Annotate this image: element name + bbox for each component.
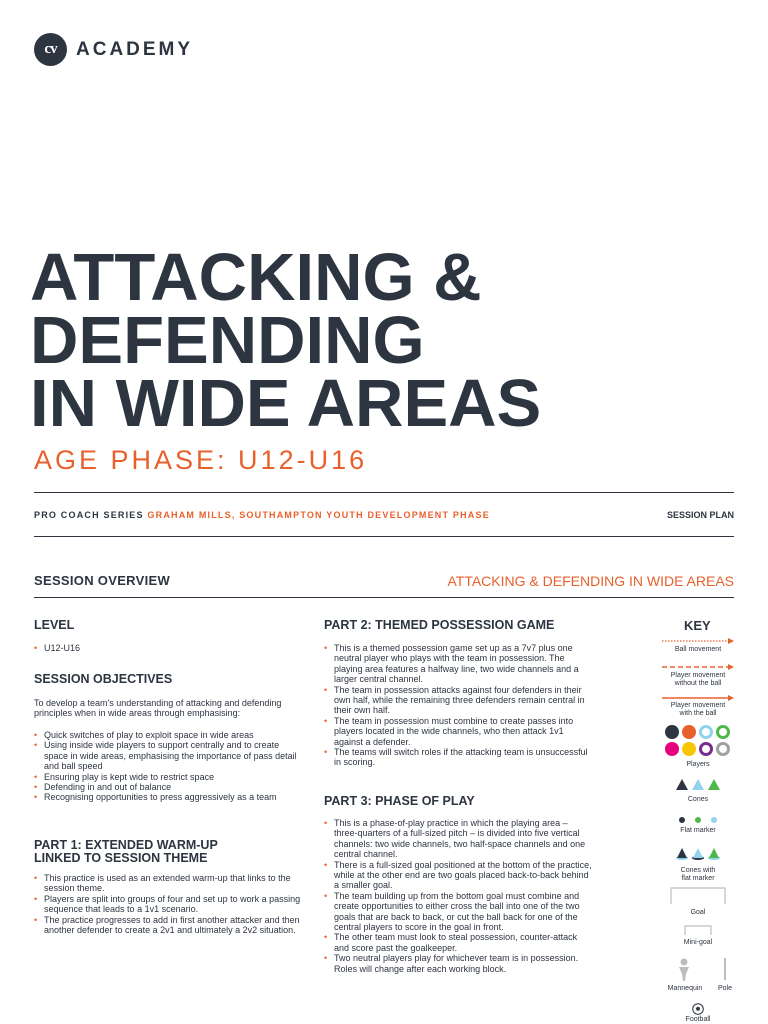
cones-flat-marker-label: Cones with flat marker bbox=[680, 867, 716, 882]
list-item: • There is a full-sized goal positioned at the bottom of the practice, while at the other end are two goals placed back-to-back behind a smaller goal. bbox=[324, 859, 592, 891]
list-item: • The team building up from the bottom goal must combine and create opportunities to either cross the ball into one of the two goals that are back to back, or cut the ball back for one of the central players to score in the goal in front. bbox=[324, 890, 580, 933]
bullet-icon: • bbox=[34, 771, 38, 782]
objectives-intro: To develop a team's understanding of attacking and defending principles when in wide areas through emphasising: bbox=[34, 698, 282, 719]
list-item: • The team in possession must combine to create passes into players located in the wide channels, who then attack 1v1 against a defender. bbox=[324, 715, 574, 747]
list-item: • Ensuring play is kept wide to restrict space bbox=[34, 771, 215, 782]
bullet-icon: • bbox=[34, 643, 38, 653]
player-dot-icon bbox=[716, 725, 730, 739]
list-item: • The team in possession attacks against four defenders in their own half, while the remaining three defenders remain central in their own half. bbox=[324, 684, 585, 716]
player-dot-icon bbox=[682, 725, 696, 739]
bullet-icon: • bbox=[34, 792, 38, 803]
level-list bbox=[34, 643, 294, 653]
bullet-icon: • bbox=[324, 643, 328, 653]
list-item: • Using inside wide players to support centrally and to create space in wide areas, emphasising the importance of pass detail and ball speed bbox=[34, 740, 297, 772]
bullet-icon: • bbox=[324, 932, 328, 943]
ball-movement-arrow-icon bbox=[662, 638, 734, 644]
bullet-icon: • bbox=[324, 715, 328, 726]
level-heading: LEVEL bbox=[34, 618, 75, 632]
cones-flat-marker-icon bbox=[675, 847, 723, 861]
bullet-icon: • bbox=[324, 747, 328, 758]
page-title bbox=[30, 240, 542, 441]
bullet-icon: • bbox=[324, 818, 328, 828]
part1-list bbox=[34, 873, 302, 935]
list-item: • This is a phase-of-play practice in which the playing area – three-quarters of a full-sized pitch – is divided into five vertical channels: two wide channels, two half-space channels and one central channel. bbox=[324, 818, 586, 860]
bullet-icon: • bbox=[34, 782, 38, 793]
part1-heading: PART 1: EXTENDED WARM-UP LINKED TO SESSION THEME bbox=[34, 838, 218, 865]
objectives-list bbox=[34, 730, 302, 803]
player-dot-icon bbox=[699, 725, 713, 739]
bullet-icon: • bbox=[324, 953, 328, 964]
list-item: • The teams will switch roles if the attacking team is unsuccessful in scoring. bbox=[324, 747, 588, 768]
overview-heading: SESSION OVERVIEW bbox=[34, 573, 171, 588]
list-item: • The practice progresses to add in first another attacker and then another defender to create a 2v1 and ultimately a 2v2 situation. bbox=[34, 914, 300, 936]
bullet-icon: • bbox=[34, 893, 38, 904]
player-dot-icon bbox=[665, 742, 679, 756]
list-item: • Defending in and out of balance bbox=[34, 782, 172, 793]
mannequin-label: Mannequin bbox=[667, 985, 703, 992]
logo-badge: cv bbox=[34, 33, 67, 66]
cones-icon bbox=[675, 778, 723, 791]
bullet-icon: • bbox=[324, 890, 328, 901]
series-author: GRAHAM MILLS, SOUTHAMPTON YOUTH DEVELOPMENT PHASE bbox=[147, 510, 490, 520]
pole-label: Pole bbox=[717, 985, 732, 992]
flat-marker-icon bbox=[678, 816, 720, 824]
player-without-ball-label: Player movement without the ball bbox=[670, 672, 726, 687]
list-item: • This practice is used as an extended warm-up that links to the session theme. bbox=[34, 873, 291, 894]
age-phase: AGE PHASE: U12-U16 bbox=[34, 445, 368, 475]
player-dot-icon bbox=[682, 742, 696, 756]
players-row-1-icon bbox=[665, 725, 730, 739]
football-icon bbox=[692, 1003, 704, 1015]
divider bbox=[34, 597, 734, 598]
cones-label: Cones bbox=[687, 796, 709, 803]
series-bar bbox=[34, 510, 490, 520]
part3-list bbox=[324, 818, 592, 974]
brand-logo bbox=[34, 33, 193, 66]
list-item: • Two neutral players play for whichever team is in possession. Roles will change after each working block. bbox=[324, 953, 579, 974]
bullet-icon: • bbox=[34, 740, 38, 751]
ball-movement-label: Ball movement bbox=[674, 646, 722, 653]
part2-heading: PART 2: THEMED POSSESSION GAME bbox=[324, 618, 555, 632]
title-line-1: ATTACKING & bbox=[30, 240, 482, 315]
player-with-ball-arrow-icon bbox=[662, 695, 734, 701]
title-line-2: DEFENDING bbox=[30, 303, 425, 378]
mini-goal-label: Mini-goal bbox=[683, 939, 713, 946]
bullet-icon: • bbox=[324, 859, 328, 870]
part3-heading: PART 3: PHASE OF PLAY bbox=[324, 794, 475, 808]
player-dot-icon bbox=[699, 742, 713, 756]
bullet-icon: • bbox=[34, 914, 38, 925]
goal-label: Goal bbox=[690, 909, 706, 916]
logo-text: ACADEMY bbox=[76, 38, 194, 60]
flat-marker-label: Flat marker bbox=[680, 827, 716, 834]
player-dot-icon bbox=[665, 725, 679, 739]
list-item: • Quick switches of play to exploit space in wide areas bbox=[34, 730, 254, 740]
key-heading: KEY bbox=[684, 618, 711, 633]
goal-icon bbox=[670, 887, 726, 905]
bullet-icon: • bbox=[34, 873, 38, 883]
bullet-icon: • bbox=[34, 730, 38, 740]
objectives-heading: SESSION OBJECTIVES bbox=[34, 672, 173, 686]
list-item: • U12-U16 bbox=[34, 643, 81, 653]
bullet-icon: • bbox=[324, 684, 328, 695]
football-label: Football bbox=[685, 1016, 711, 1023]
title-line-3: IN WIDE AREAS bbox=[30, 366, 542, 441]
divider bbox=[34, 536, 734, 537]
list-item: • Players are split into groups of four and set up to work a passing sequence that leads to a 1v1 scenario. bbox=[34, 893, 301, 915]
list-item: • The other team must look to steal possession, counter-attack and score past the goalkeeper. bbox=[324, 932, 578, 953]
player-dot-icon bbox=[716, 742, 730, 756]
part2-list bbox=[324, 643, 592, 768]
player-without-ball-arrow-icon bbox=[662, 664, 734, 670]
players-row-2-icon bbox=[665, 742, 730, 756]
players-label: Players bbox=[686, 761, 710, 768]
list-item: • This is a themed possession game set up as a 7v7 plus one neutral player who plays with the team in possession. The playing area features a halfway line, two wide channels and a larger central channel. bbox=[324, 643, 579, 685]
pole-icon bbox=[724, 958, 726, 980]
mannequin-icon bbox=[677, 958, 691, 982]
overview-topic: ATTACKING & DEFENDING IN WIDE AREAS bbox=[447, 573, 734, 589]
player-with-ball-label: Player movement with the ball bbox=[670, 702, 726, 717]
mini-goal-icon bbox=[684, 925, 712, 936]
list-item: • Recognising opportunities to press aggressively as a team bbox=[34, 792, 277, 803]
divider bbox=[34, 492, 734, 493]
session-plan-label: SESSION PLAN bbox=[666, 510, 734, 520]
series-label: PRO COACH SERIES bbox=[34, 510, 144, 520]
